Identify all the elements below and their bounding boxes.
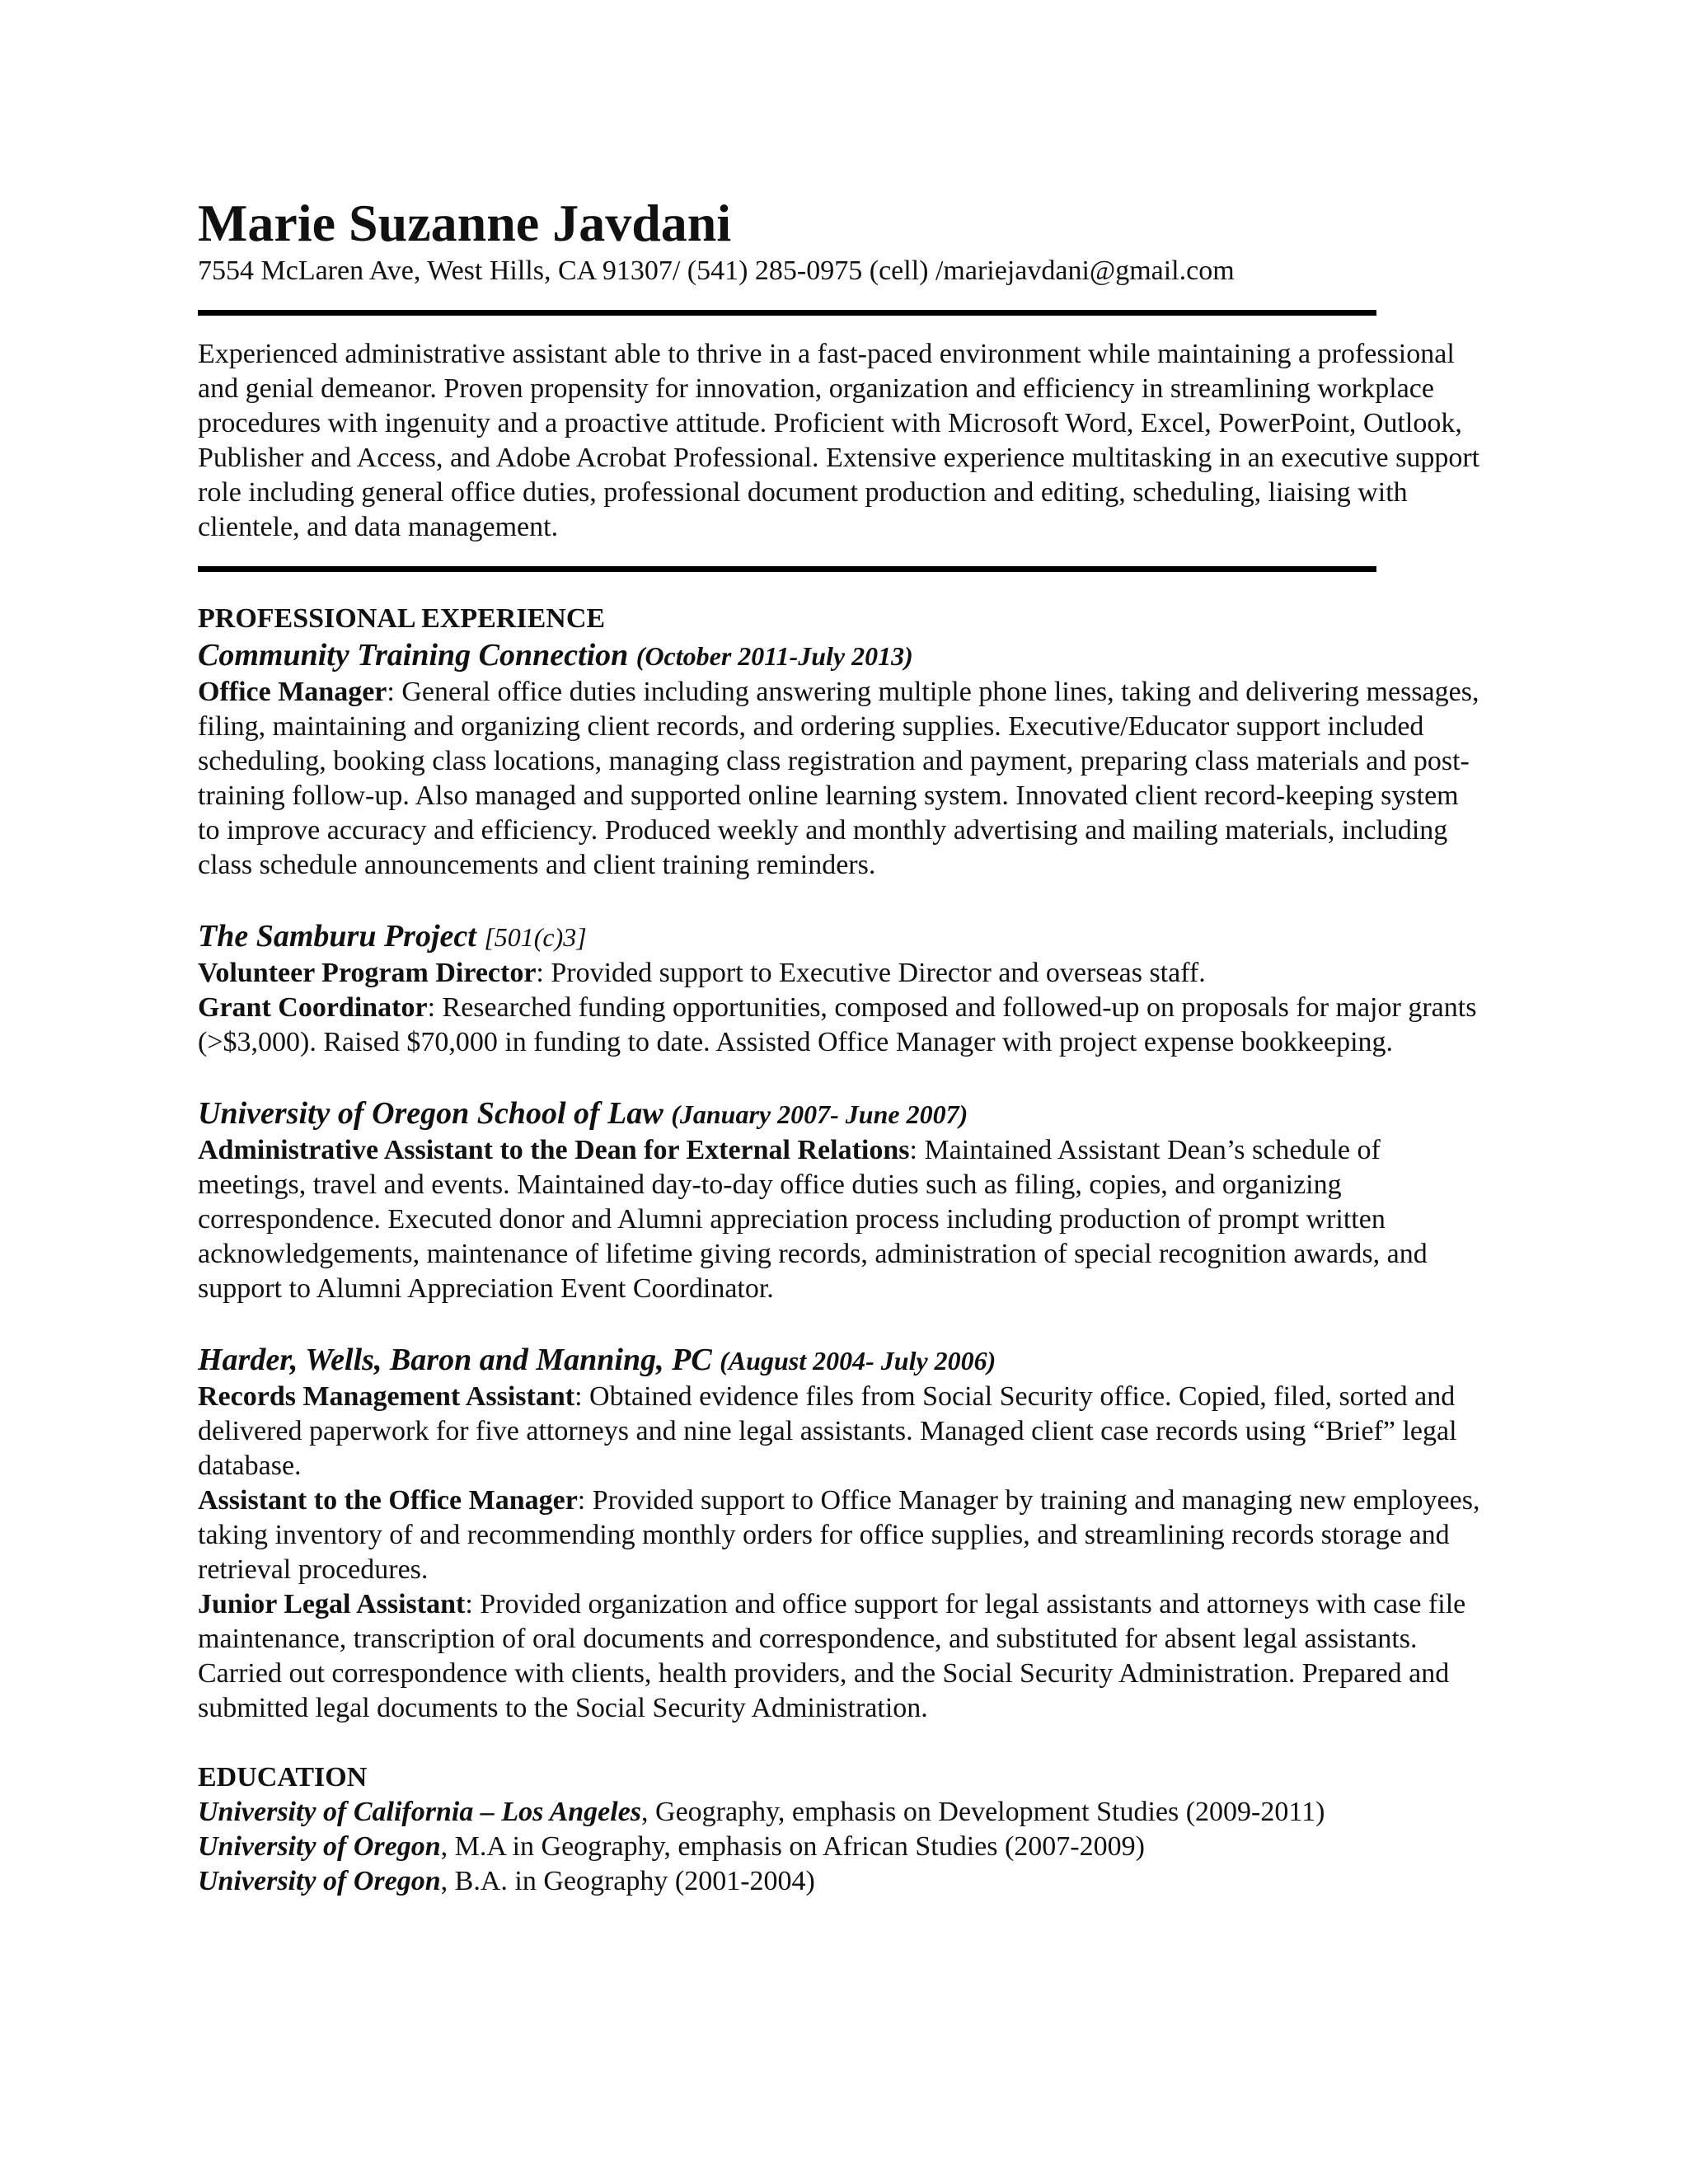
education-school: University of Oregon xyxy=(198,1866,441,1896)
job-entry xyxy=(198,1341,1484,1726)
role-description: : Provided organization and office support for legal assistants and attorneys with case file maintenance, transcription of oral documents and correspondence, and substituted for absent legal assistants. Carried out correspondence with clients, health providers, and the Social Security Administration. Prepared and submitted legal documents to the Social Security Administration. xyxy=(198,1589,1466,1723)
role-title: Grant Coordinator xyxy=(198,992,428,1023)
role-description: : Provided support to Office Manager by training and managing new employees, taking inventory of and recommending monthly orders for office supplies, and streamlining records storage and retrieval procedures. xyxy=(198,1485,1480,1585)
education-entry xyxy=(198,1795,1484,1830)
job-role xyxy=(198,1380,1484,1483)
role-title: Assistant to the Office Manager xyxy=(198,1485,578,1516)
job-title-line xyxy=(198,917,1484,956)
education-school: University of Oregon xyxy=(198,1831,441,1862)
job-entry xyxy=(198,1094,1484,1306)
role-title: Records Management Assistant xyxy=(198,1381,575,1412)
job-entry xyxy=(198,636,1484,883)
job-role xyxy=(198,1587,1484,1726)
contact-line: 7554 McLaren Ave, West Hills, CA 91307/ (541) 285-0975 (cell) /mariejavdani@gmail.com xyxy=(198,255,1235,286)
education-detail: , Geography, emphasis on Development Studies (2009-2011) xyxy=(641,1797,1325,1827)
job-role xyxy=(198,675,1484,883)
job-title-line xyxy=(198,1094,1484,1133)
job-date: (January 2007- June 2007) xyxy=(671,1099,968,1129)
role-title: Office Manager xyxy=(198,677,387,707)
job-role xyxy=(198,956,1484,991)
role-description: : Researched funding opportunities, composed and followed-up on proposals for major grants (>$3,000). Raised $70,000 in funding to date. Assisted Office Manager with project expense bookkeeping. xyxy=(198,992,1477,1057)
resume-page xyxy=(198,193,1484,1899)
job-role xyxy=(198,1483,1484,1587)
summary-paragraph: Experienced administrative assistant able to thrive in a fast-paced environment while maintaining a professional and genial demeanor. Proven propensity for innovation, organization and efficiency in streamlining workplace procedures with ingenuity and a proactive attitude. Proficient with Microsoft Word, Excel, PowerPoint, Outlook, Publisher and Access, and Adobe Acrobat Professional. Extensive experience multitasking in an executive support role including general office duties, professional document production and editing, scheduling, liaising with clientele, and data management. xyxy=(198,339,1480,542)
role-description: : Obtained evidence files from Social Security office. Copied, filed, sorted and delivered paperwork for five attorneys and nine legal assistants. Managed client case records using “Brief” legal database. xyxy=(198,1381,1457,1481)
divider-top xyxy=(198,310,1376,316)
role-description: : General office duties including answering multiple phone lines, taking and delivering messages, filing, maintaining and organizing client records, and ordering supplies. Executive/Educator support included scheduling, booking class locations, managing class registration and payment, preparing class materials and post-training follow-up. Also managed and supported online learning system. Innovated client record-keeping system to improve accuracy and efficiency. Produced weekly and monthly advertising and mailing materials, including class schedule announcements and client training reminders. xyxy=(198,677,1479,880)
role-title: Volunteer Program Director xyxy=(198,958,537,988)
resume-name: Marie Suzanne Javdani xyxy=(198,194,732,252)
job-organization: Community Training Connection xyxy=(198,638,629,673)
job-title-line xyxy=(198,636,1484,675)
education-entry xyxy=(198,1830,1484,1864)
job-title-line xyxy=(198,1341,1484,1380)
job-organization: Harder, Wells, Baron and Manning, PC xyxy=(198,1343,712,1377)
role-description: : Provided support to Executive Director and overseas staff. xyxy=(536,958,1206,988)
education-entry xyxy=(198,1864,1484,1899)
job-date: (August 2004- July 2006) xyxy=(720,1346,996,1376)
role-title: Junior Legal Assistant xyxy=(198,1589,466,1619)
job-organization: The Samburu Project xyxy=(198,919,476,954)
experience-heading: PROFESSIONAL EXPERIENCE xyxy=(198,603,606,634)
job-date: [501(c)3] xyxy=(484,922,587,952)
role-title: Administrative Assistant to the Dean for External Relations xyxy=(198,1135,910,1165)
education-school: University of California – Los Angeles xyxy=(198,1797,642,1827)
job-date: (October 2011-July 2013) xyxy=(635,641,913,671)
job-organization: University of Oregon School of Law xyxy=(198,1096,663,1131)
role-description: : Maintained Assistant Dean’s schedule of meetings, travel and events. Maintained day-to-day office duties such as filing, copies, and organizing correspondence. Executed donor and Alumni appreciation process including production of prompt written acknowledgements, maintenance of lifetime giving records, administration of special recognition awards, and support to Alumni Appreciation Event Coordinator. xyxy=(198,1135,1428,1304)
education-detail: , B.A. in Geography (2001-2004) xyxy=(440,1866,815,1896)
job-role xyxy=(198,1133,1484,1306)
job-entry xyxy=(198,917,1484,1060)
education-detail: , M.A in Geography, emphasis on African Studies (2007-2009) xyxy=(440,1831,1145,1862)
job-role xyxy=(198,991,1484,1060)
education-heading: EDUCATION xyxy=(198,1762,368,1793)
divider-bottom xyxy=(198,566,1376,572)
